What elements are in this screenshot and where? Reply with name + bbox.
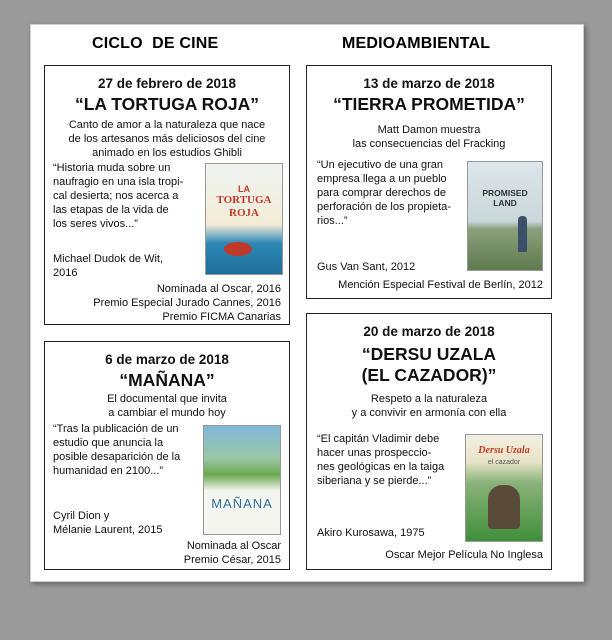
film-director: Akiro Kurosawa, 1975	[317, 527, 425, 539]
hunter-figure	[488, 485, 520, 529]
flyer-sheet	[30, 24, 584, 582]
poster-title-line1: Dersu Uzala	[478, 445, 530, 456]
turtle-shape	[224, 242, 252, 256]
poster-title-line3: ROJA	[229, 207, 259, 219]
film-awards: Oscar Mejor Película No Inglesa	[385, 549, 543, 561]
film-card-dersu-uzala	[306, 313, 552, 570]
film-title: “TIERRA PROMETIDA”	[333, 94, 525, 114]
film-director: Cyril Dion y Mélanie Laurent, 2015	[53, 510, 163, 536]
poster-title-line1: LA	[238, 184, 250, 194]
poster-title-line2: LAND	[493, 198, 517, 208]
header-left: CICLO DE CINE	[92, 35, 219, 52]
film-tagline: Matt Damon muestra las consecuencias del Fracking	[352, 124, 506, 150]
film-poster-image	[203, 425, 281, 535]
film-title: “DERSU UZALA (EL CAZADOR)”	[361, 344, 497, 385]
poster-title-line1: MAÑANA	[211, 496, 273, 511]
film-card-tierra-prometida	[306, 65, 552, 299]
film-tagline: Canto de amor a la naturaleza que nace de los artesanos más deliciosos del cine animado en los estudios Ghibli	[68, 119, 266, 159]
film-quote: “El capitán Vladimir debe hacer unas prospeccio- nes geológicas en la taiga siberiana y se pierde...”	[317, 433, 445, 487]
film-poster-image	[465, 434, 543, 542]
poster-title-line2: TORTUGA	[216, 194, 272, 206]
film-quote: “Un ejecutivo de una gran empresa llega a un pueblo para comprar derechos de perforación de los propieta- rios...”	[317, 159, 451, 227]
film-date: 6 de marzo de 2018	[105, 352, 229, 367]
film-date: 13 de marzo de 2018	[363, 76, 495, 91]
film-awards: Nominada al Oscar Premio César, 2015	[183, 540, 281, 566]
poster-title-line2: el cazador	[487, 459, 521, 466]
film-director: Gus Van Sant, 2012	[317, 261, 416, 273]
man-figure	[518, 216, 527, 252]
film-poster-image	[205, 163, 283, 275]
film-tagline: Respeto a la naturaleza y a convivir en armonía con ella	[351, 393, 507, 419]
film-awards: Nominada al Oscar, 2016 Premio Especial Jurado Cannes, 2016 Premio FICMA Canarias	[93, 283, 281, 323]
film-poster-image	[467, 161, 543, 271]
film-card-tortuga-roja	[44, 65, 290, 325]
film-title: “MAÑANA”	[119, 370, 215, 390]
film-director: Michael Dudok de Wit, 2016	[53, 253, 164, 279]
film-date: 27 de febrero de 2018	[97, 76, 237, 91]
poster-title-line1: PROMISED	[482, 188, 528, 198]
film-awards: Mención Especial Festival de Berlín, 2012	[338, 279, 543, 291]
film-title: “LA TORTUGA ROJA”	[74, 94, 260, 114]
film-tagline: El documental que invita a cambiar el mundo hoy	[107, 393, 227, 419]
film-card-manana	[44, 341, 290, 570]
film-date: 20 de marzo de 2018	[363, 324, 495, 339]
film-quote: “Tras la publicación de un estudio que anuncia la posible desaparición de la humanidad en 2100...”	[53, 423, 181, 477]
header-right: MEDIOAMBIENTAL	[342, 35, 491, 52]
film-quote: “Historia muda sobre un naufragio en una isla tropi- cal desierta; nos acerca a las etapas de la vida de los seres vivos...”	[53, 162, 184, 230]
